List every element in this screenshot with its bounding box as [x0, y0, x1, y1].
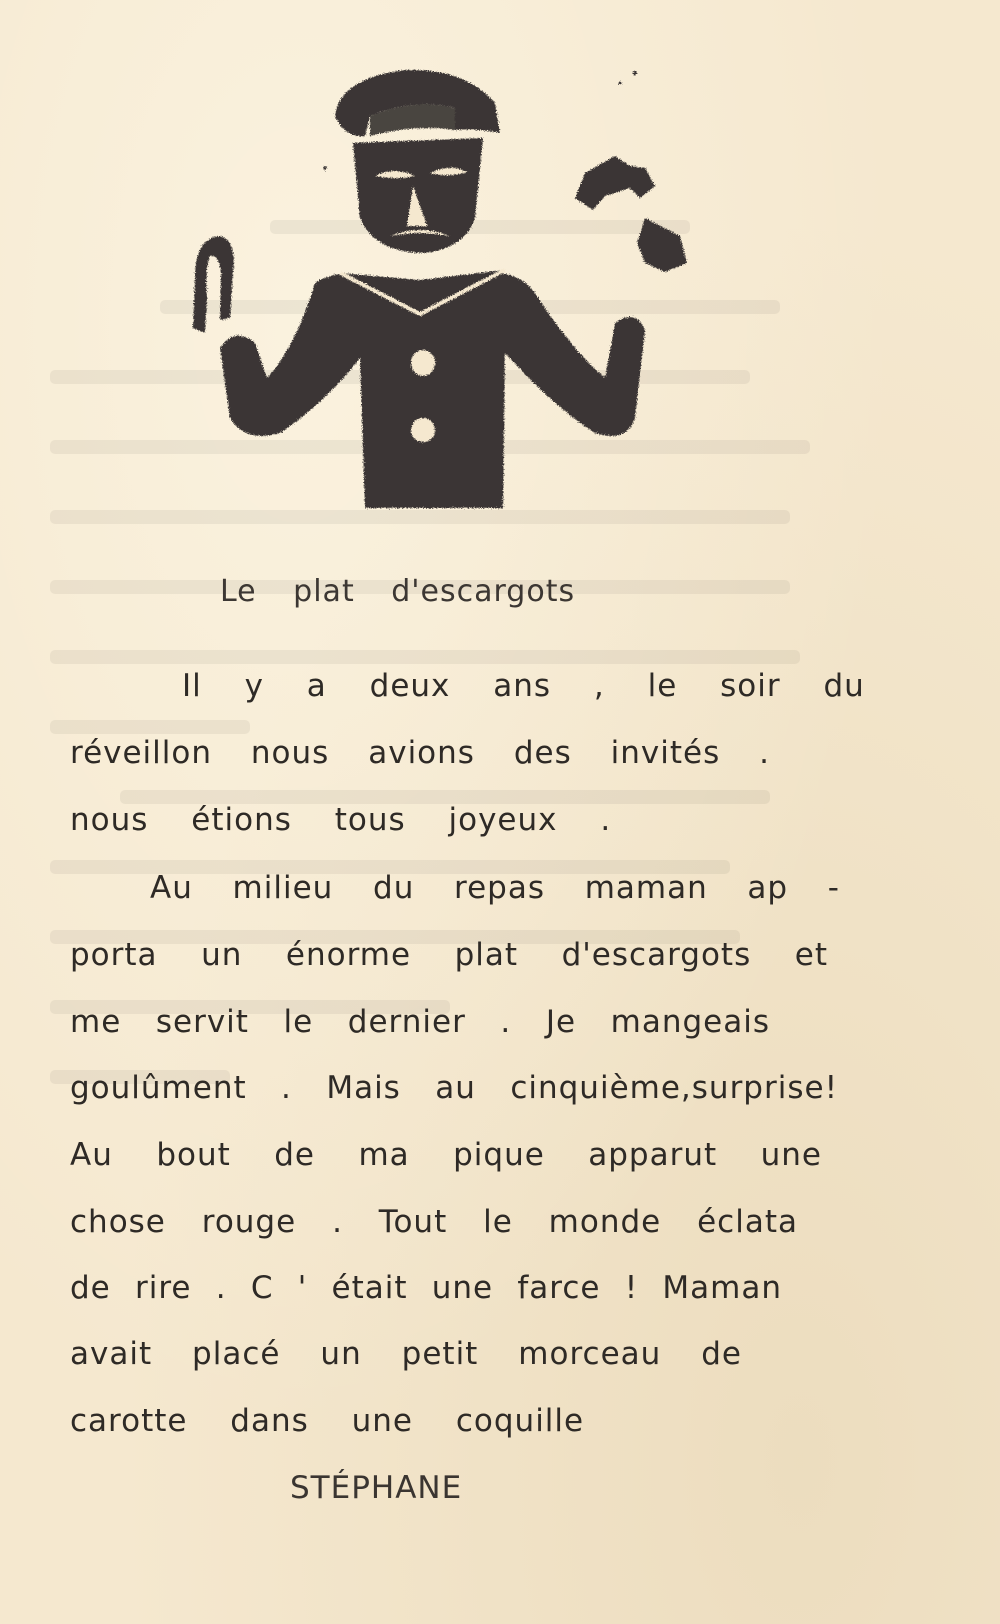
- author-signature: STÉPHANE: [290, 1470, 463, 1506]
- story-line-11: avait placé un petit morceau de: [70, 1336, 742, 1372]
- linocut-figure-illustration: [175, 58, 715, 538]
- story-line-1: Il y a deux ans , le soir du: [182, 668, 865, 704]
- story-line-2: réveillon nous avions des invités .: [70, 735, 770, 771]
- story-line-8: Au bout de ma pique apparut une: [70, 1137, 822, 1173]
- story-title: Le plat d'escargots: [220, 574, 576, 609]
- story-line-7: goulûment . Mais au cinquième,surprise!: [70, 1070, 838, 1106]
- story-line-3: nous étions tous joyeux .: [70, 802, 612, 838]
- story-line-6: me servit le dernier . Je mangeais: [70, 1004, 770, 1040]
- story-line-9: chose rouge . Tout le monde éclata: [70, 1204, 798, 1240]
- story-line-12: carotte dans une coquille: [70, 1403, 585, 1439]
- story-line-4: Au milieu du repas maman ap -: [150, 870, 840, 906]
- story-line-5: porta un énorme plat d'escargots et: [70, 937, 828, 973]
- story-line-10: de rire . C ' était une farce ! Maman: [70, 1270, 782, 1306]
